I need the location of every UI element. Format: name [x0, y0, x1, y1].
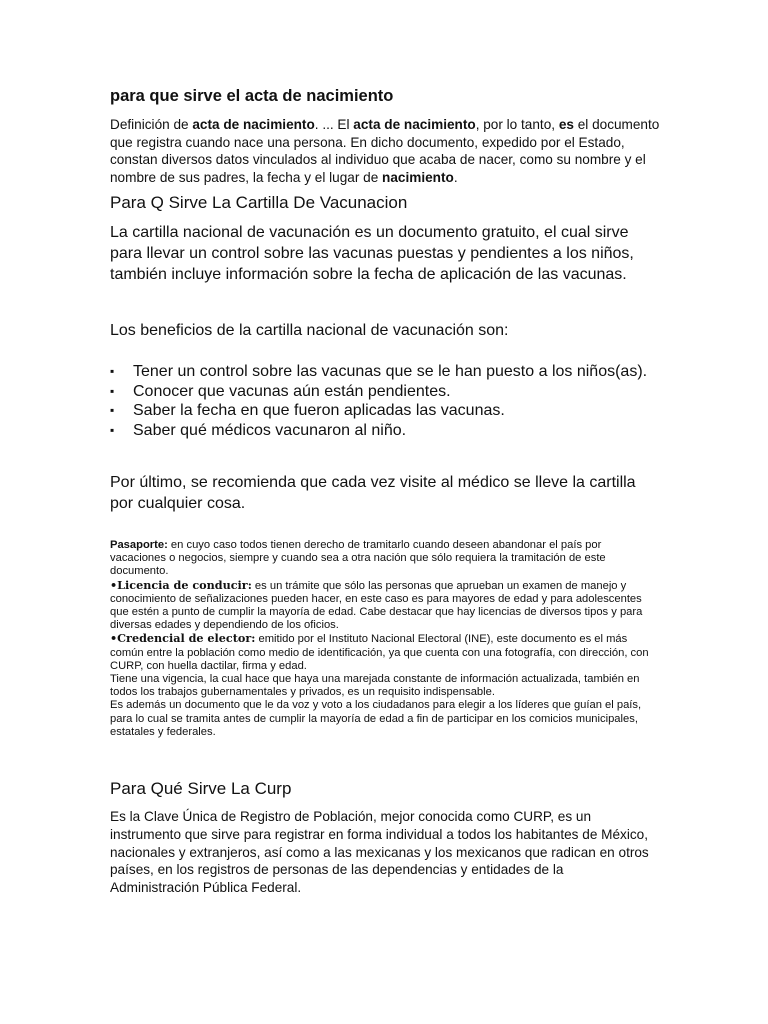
list-item — [110, 401, 650, 421]
pasaporte-entry — [110, 539, 660, 579]
bullet-square-icon: ▪ — [110, 364, 115, 378]
acta-bold-run: acta de nacimiento — [192, 117, 315, 132]
bullet-square-icon: ▪ — [110, 383, 115, 398]
acta-bold-run: acta de nacimiento — [353, 117, 476, 132]
pasaporte-text: en cuyo caso todos tienen derecho de tramitarlo cuando deseen abandonar el país por vacaciones o negocios, siempre y cuando sea a otra nación que sólo requiera la tramitación de este documento. — [110, 539, 606, 578]
list-item-text: Saber la fecha en que fueron aplicadas las vacunas. — [133, 402, 505, 419]
cartilla-closing-paragraph: Por último, se recomienda que cada vez visite al médico se lleve la cartilla por cualquier cosa. — [110, 474, 636, 512]
acta-heading: para que sirve el acta de nacimiento — [110, 87, 394, 105]
acta-text-run: Definición de — [110, 117, 193, 132]
documents-block — [110, 539, 660, 739]
list-item — [110, 382, 650, 402]
list-item-text: Tener un control sobre las vacunas que se le han puesto a los niños(as). — [133, 363, 648, 380]
acta-bold-run: nacimiento — [382, 169, 454, 185]
list-item — [110, 362, 650, 382]
cartilla-benefits-intro: Los beneficios de la cartilla nacional de vacunación son: — [110, 322, 509, 339]
acta-text-run: . ... El — [314, 117, 354, 132]
acta-text-run: el documento que registra cuando nace una persona. En dicho documento, expedido por el Estado, constan diversos datos vinculados al individuo que acaba de nacer, como su nombre y el nombre de sus padres, la fecha y el lugar de — [110, 117, 660, 185]
cartilla-intro-paragraph: La cartilla nacional de vacunación es un documento gratuito, el cual sirve para llevar un control sobre las vacunas puestas y pendientes a los niños, también incluye información sobre la fecha de aplicación de las vacunas. — [110, 224, 634, 283]
licencia-entry — [110, 579, 660, 633]
voto-text: Es además un documento que le da voz y voto a los ciudadanos para elegir a los líderes que guían el país, para lo cual se tramita antes de cumplir la mayoría de edad a fin de participar en los comicios municipales, estatales y federales. — [110, 699, 642, 738]
benefits-list — [110, 362, 650, 440]
acta-text-run: . — [453, 169, 458, 185]
vigencia-text: Tiene una vigencia, la cual hace que haya una marejada constante de información actualizada, también en todos los trabajos gubernamentales y privados, es un requisito indispensable. — [110, 673, 640, 699]
licencia-label: •Licencia de conducir: — [110, 577, 252, 592]
licencia-text: es un trámite que sólo las personas que aprueban un examen de manejo y conocimiento de señalizaciones pueden hacer, en este caso es para mayores de edad y para adolescentes que estén a punto de cumplir la mayoría de edad. Cabe destacar que hay licencias de diversos tipos y para diversas edades y dependiendo de los oficios. — [110, 579, 643, 632]
curp-paragraph: Es la Clave Única de Registro de Población, mejor conocida como CURP, es un instrumento que sirve para registrar en forma individual a todos los habitantes de México, nacionales y extranjeros, así como a las mexicanas y los mexicanos que radican en otros países, en los registros de personas de las dependencias y entidades de la Administración Pública Federal. — [110, 809, 649, 896]
credencial-label: •Credencial de elector: — [110, 631, 256, 646]
credencial-entry — [110, 632, 660, 673]
credencial-text: emitido por el Instituto Nacional Electoral (INE), este documento es el más común entre la población como medio de identificación, ya que cuenta con una fotografía, con dirección, con CURP, con huella dactilar, firma y edad. — [110, 633, 649, 672]
list-item-text: Conocer que vacunas aún están pendientes. — [133, 382, 451, 400]
pasaporte-label: Pasaporte: — [110, 539, 168, 551]
acta-definition-paragraph — [110, 116, 670, 186]
acta-bold-run: es — [558, 117, 574, 132]
cartilla-heading: Para Q Sirve La Cartilla De Vacunacion — [110, 193, 408, 212]
list-item — [110, 421, 650, 441]
bullet-square-icon: ▪ — [110, 422, 115, 437]
list-item-text: Saber qué médicos vacunaron al niño. — [133, 421, 407, 439]
bullet-square-icon: ▪ — [110, 403, 115, 417]
acta-text-run: , por lo tanto, — [475, 117, 559, 132]
curp-heading: Para Qué Sirve La Curp — [110, 779, 292, 798]
